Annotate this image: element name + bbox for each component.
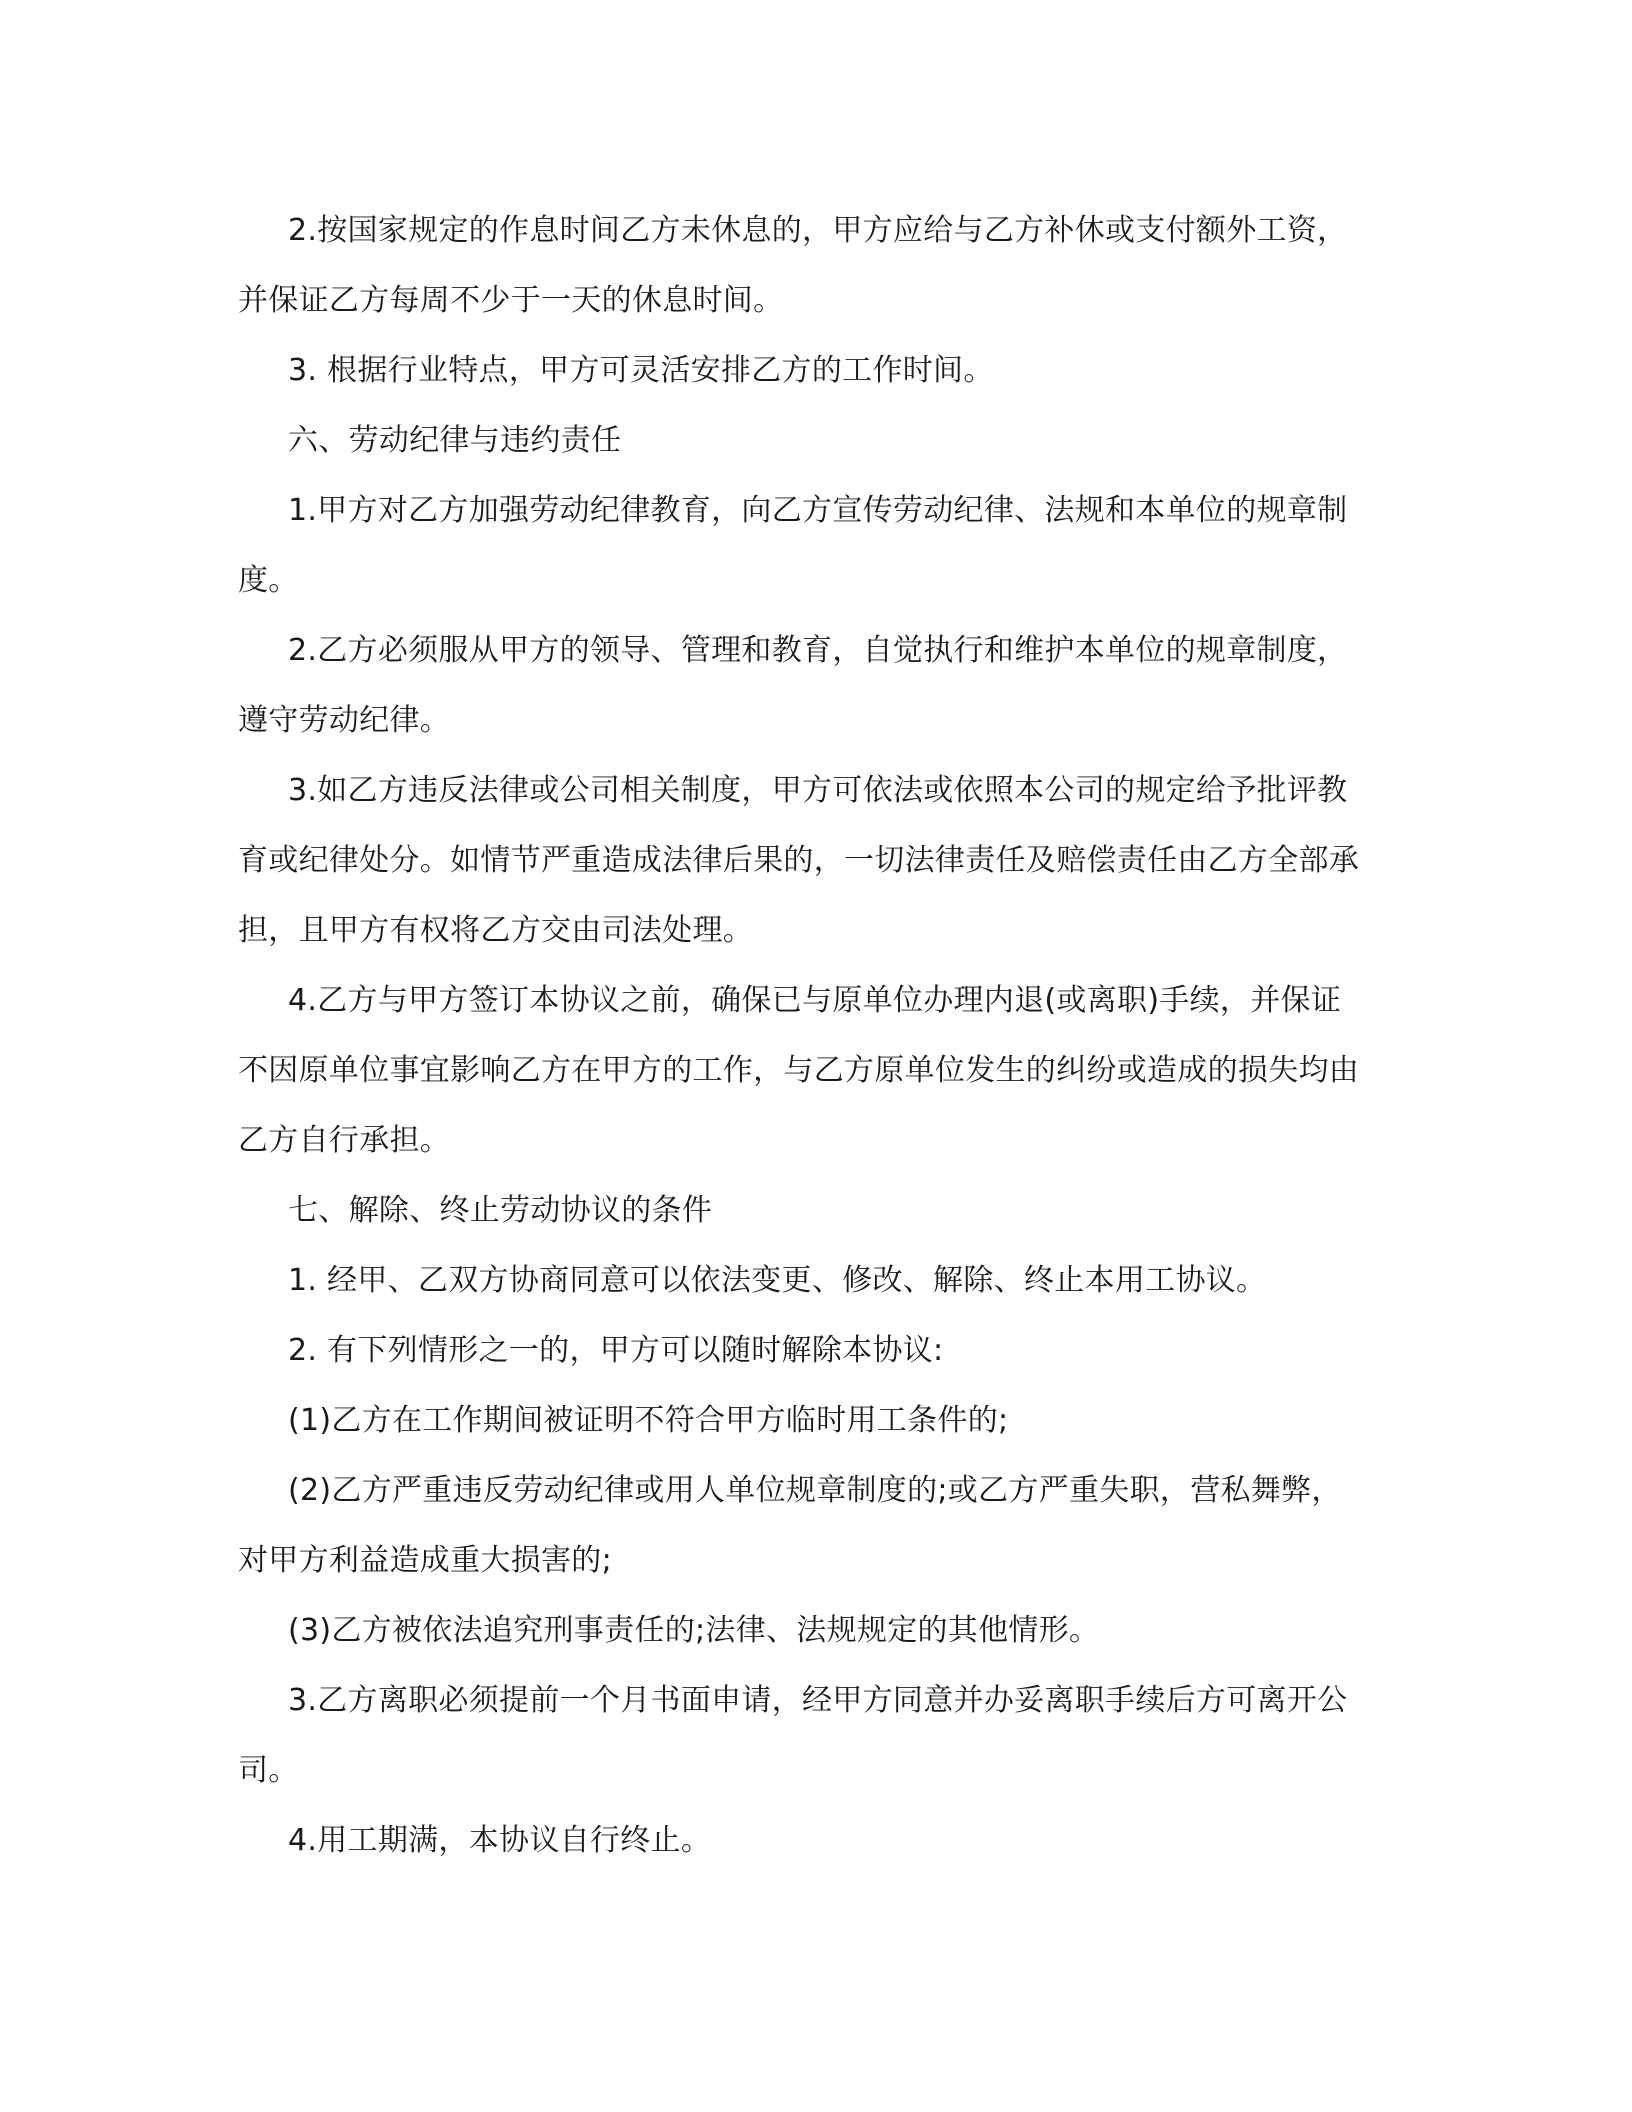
paragraph-obey-management: 2.乙方必须服从甲方的领导、管理和教育，自觉执行和维护本单位的规章制度，遵守劳动纪律。 <box>238 633 1348 738</box>
paragraph-flexible-hours: 3. 根据行业特点，甲方可灵活安排乙方的工作时间。 <box>288 353 994 388</box>
paragraph-rest-compensation: 2.按国家规定的作息时间乙方未休息的，甲方应给与乙方补休或支付额外工资，并保证乙方每周不少于一天的休息时间。 <box>238 213 1348 318</box>
paragraph-termination-cases: 2. 有下列情形之一的，甲方可以随时解除本协议: <box>288 1333 944 1368</box>
paragraph-term-expiry: 4.用工期满，本协议自行终止。 <box>288 1823 712 1858</box>
section-heading-discipline: 六、劳动纪律与违约责任 <box>288 423 622 458</box>
paragraph-discipline-education: 1.甲方对乙方加强劳动纪律教育，向乙方宣传劳动纪律、法规和本单位的规章制度。 <box>238 493 1348 598</box>
paragraph-prior-employer: 4.乙方与甲方签订本协议之前，确保已与原单位办理内退(或离职)手续，并保证不因原单位事宜影响乙方在甲方的工作，与乙方原单位发生的纠纷或造成的损失均由乙方自行承担。 <box>238 983 1360 1158</box>
section-heading-termination: 七、解除、终止劳动协议的条件 <box>288 1193 713 1228</box>
list-item-case-1: (1)乙方在工作期间被证明不符合甲方临时用工条件的; <box>288 1403 1009 1438</box>
list-item-case-2: (2)乙方严重违反劳动纪律或用人单位规章制度的;或乙方严重失职，营私舞弊，对甲方利益造成重大损害的; <box>238 1473 1342 1578</box>
document-body <box>238 196 1368 1876</box>
paragraph-resignation-notice: 3.乙方离职必须提前一个月书面申请，经甲方同意并办妥离职手续后方可离开公司。 <box>238 1683 1348 1788</box>
list-item-case-3: (3)乙方被依法追究刑事责任的;法律、法规规定的其他情形。 <box>288 1613 1100 1648</box>
paragraph-mutual-agreement: 1. 经甲、乙双方协商同意可以依法变更、修改、解除、终止本用工协议。 <box>288 1263 1267 1298</box>
paragraph-violation-liability: 3.如乙方违反法律或公司相关制度，甲方可依法或依照本公司的规定给予批评教育或纪律处分。如情节严重造成法律后果的，一切法律责任及赔偿责任由乙方全部承担，且甲方有权将乙方交由司法处理。 <box>238 773 1360 948</box>
